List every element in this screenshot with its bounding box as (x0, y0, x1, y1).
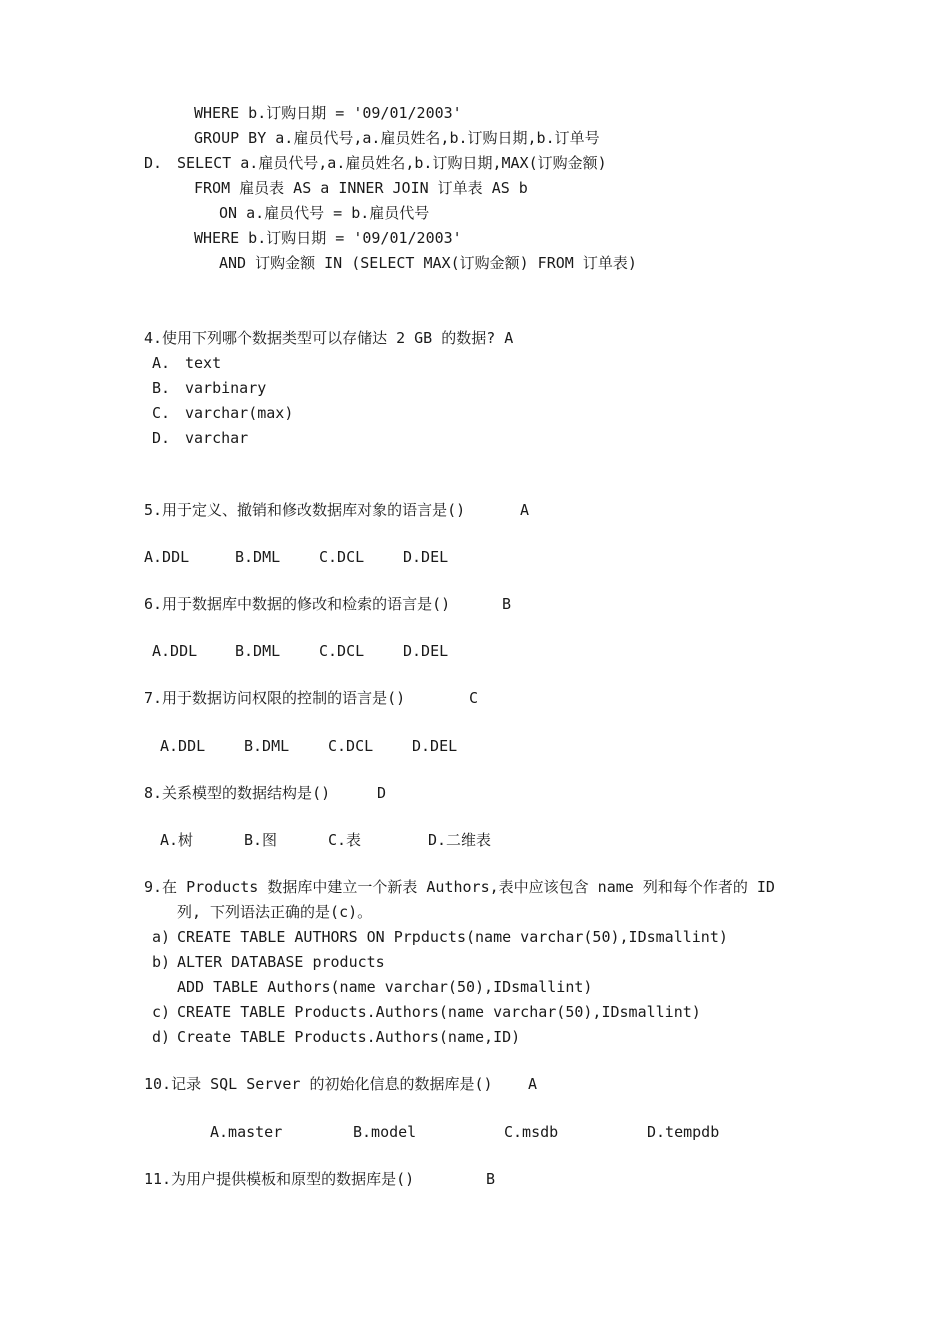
option-text: ADD TABLE Authors(name varchar(50),IDsmallint) (177, 978, 593, 996)
option-item: C.DCL (319, 548, 365, 566)
option-text: varbinary (185, 379, 267, 397)
option-label: D. (144, 154, 163, 172)
option-text: CREATE TABLE Products.Authors(name varchar(50),IDsmallint) (177, 1003, 701, 1021)
option-text: varchar(max) (185, 404, 294, 422)
sql-line: AND 订购金额 IN (SELECT MAX(订购金额) FROM 订单表) (219, 254, 637, 272)
option-text: varchar (185, 429, 249, 447)
option-item: A.DDL (152, 642, 198, 660)
answer-key: D (377, 784, 387, 802)
option-item: A.DDL (144, 548, 190, 566)
option-item: C.表 (328, 831, 362, 849)
option-text: text (185, 354, 222, 372)
option-item: B.图 (244, 831, 278, 849)
option-label: a) (152, 928, 171, 946)
option-label: d) (152, 1028, 171, 1046)
option-item: C.DCL (319, 642, 365, 660)
option-item: B.DML (235, 548, 281, 566)
question-9-continued: 列, 下列语法正确的是(c)。 (177, 903, 373, 921)
option-item: B.DML (235, 642, 281, 660)
answer-key: B (502, 595, 512, 613)
question-7: 7.用于数据访问权限的控制的语言是() (144, 689, 406, 707)
option-item: B.DML (244, 737, 290, 755)
option-item: A.树 (160, 831, 194, 849)
option-item: C.msdb (504, 1123, 559, 1141)
option-text: ALTER DATABASE products (177, 953, 385, 971)
option-item: D.tempdb (647, 1123, 720, 1141)
option-label: A. (152, 354, 171, 372)
option-item: D.DEL (412, 737, 458, 755)
question-10: 10.记录 SQL Server 的初始化信息的数据库是() (144, 1075, 493, 1093)
sql-line: SELECT a.雇员代号,a.雇员姓名,b.订购日期,MAX(订购金额) (177, 154, 607, 172)
option-text: Create TABLE Products.Authors(name,ID) (177, 1028, 521, 1046)
option-item: C.DCL (328, 737, 374, 755)
question-6: 6.用于数据库中数据的修改和检索的语言是() (144, 595, 451, 613)
option-text: CREATE TABLE AUTHORS ON Prpducts(name varchar(50),IDsmallint) (177, 928, 728, 946)
sql-line: WHERE b.订购日期 = '09/01/2003' (194, 229, 462, 247)
option-item: B.model (353, 1123, 417, 1141)
question-8: 8.关系模型的数据结构是() (144, 784, 331, 802)
sql-line: WHERE b.订购日期 = '09/01/2003' (194, 104, 462, 122)
question-9: 9.在 Products 数据库中建立一个新表 Authors,表中应该包含 name 列和每个作者的 ID (144, 878, 775, 896)
sql-line: FROM 雇员表 AS a INNER JOIN 订单表 AS b (194, 179, 528, 197)
answer-key: A (528, 1075, 538, 1093)
question-5: 5.用于定义、撤销和修改数据库对象的语言是() (144, 501, 466, 519)
option-label: B. (152, 379, 171, 397)
option-item: A.DDL (160, 737, 206, 755)
question-4: 4.使用下列哪个数据类型可以存储达 2 GB 的数据? A (144, 329, 514, 347)
option-label: C. (152, 404, 171, 422)
answer-key: A (520, 501, 530, 519)
option-item: D.DEL (403, 642, 449, 660)
option-item: D.DEL (403, 548, 449, 566)
option-label: c) (152, 1003, 171, 1021)
question-11: 11.为用户提供模板和原型的数据库是() (144, 1170, 415, 1188)
sql-line: ON a.雇员代号 = b.雇员代号 (219, 204, 430, 222)
option-item: D.二维表 (428, 831, 492, 849)
answer-key: C (469, 689, 479, 707)
option-label: b) (152, 953, 171, 971)
option-item: A.master (210, 1123, 283, 1141)
option-label: D. (152, 429, 171, 447)
sql-line: GROUP BY a.雇员代号,a.雇员姓名,b.订购日期,b.订单号 (194, 129, 600, 147)
answer-key: B (486, 1170, 496, 1188)
